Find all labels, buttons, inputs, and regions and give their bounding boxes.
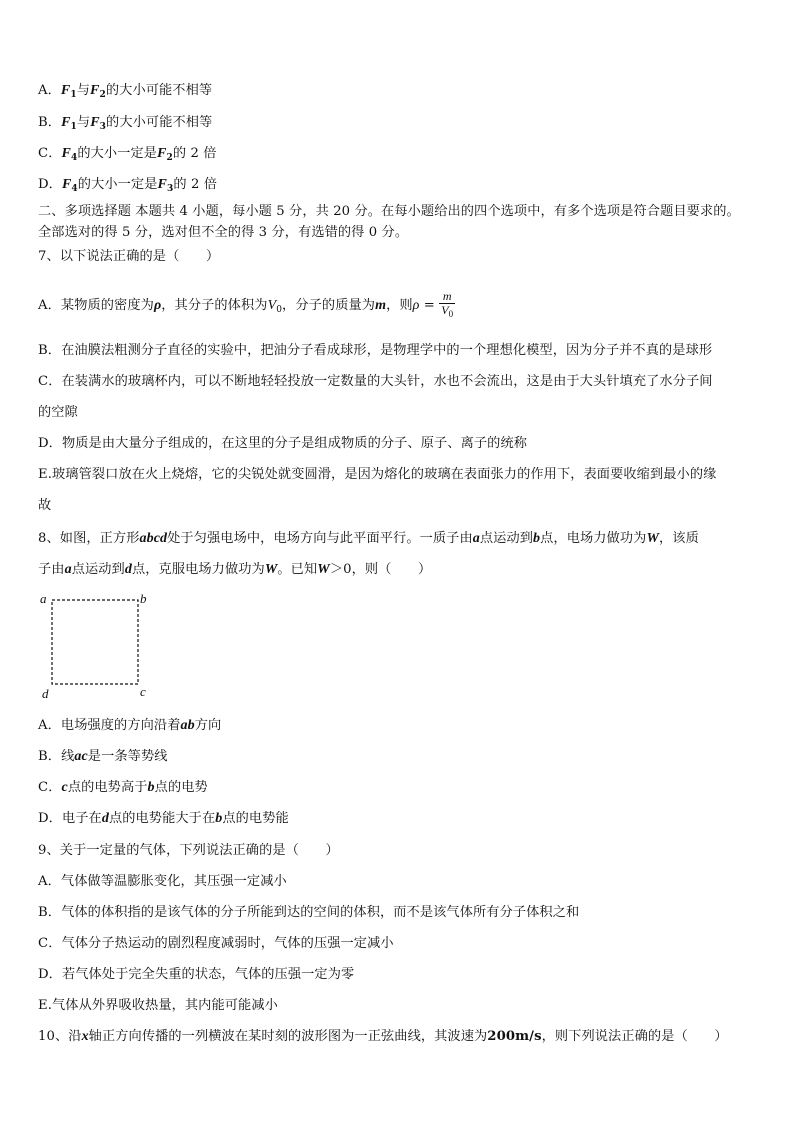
prev-option-a: A．$F_1$与$F_2$的大小可能不相等 <box>38 83 213 100</box>
q7-stem: 7、以下说法正确的是（ ） <box>38 249 220 264</box>
vertex-label-c: c <box>140 684 146 699</box>
square-abcd-figure <box>40 590 160 702</box>
q9-option-c: C．气体分子热运动的剧烈程度减弱时，气体的压强一定减小 <box>38 936 394 951</box>
density-fraction: $\frac{m}{V_0}$ <box>441 289 454 319</box>
q7-option-c-line1: C．在装满水的玻璃杯内，可以不断地轻轻投放一定数量的大头针，水也不会流出，这是由于大头针填充了水分子间 <box>38 374 713 389</box>
q10-stem: 10、沿x轴正方向传播的一列横波在某时刻的波形图为一正弦曲线，其波速为200m/s，则下列说法正确的是（ ） <box>38 1029 728 1044</box>
vertex-label-b: b <box>140 591 147 606</box>
prev-option-b: B．$F_1$与$F_3$的大小可能不相等 <box>38 115 213 132</box>
q9-option-b: B．气体的体积指的是该气体的分子所能到达的空间的体积，而不是该气体所有分子体积之和 <box>38 905 580 920</box>
q7-option-c-line2: 的空隙 <box>38 405 78 420</box>
vertex-label-a: a <box>40 591 47 606</box>
q7-option-e-line1: E.玻璃管裂口放在火上烧熔，它的尖锐处就变圆滑，是因为熔化的玻璃在表面张力的作用下，表面要收缩到最小的缘 <box>38 467 717 482</box>
q9-option-d: D．若气体处于完全失重的状态，气体的压强一定为零 <box>38 967 355 982</box>
section-header-line1: 二、多项选择题 本题共 4 小题，每小题 5 分，共 20 分。在每小题给出的四个选项中，有多个选项是符合题目要求的。 <box>38 204 740 219</box>
q8-option-a: A．电场强度的方向沿着ab方向 <box>38 718 222 733</box>
q9-option-e: E.气体从外界吸收热量，其内能可能减小 <box>38 998 278 1013</box>
q7-option-b: B．在油膜法粗测分子直径的实验中，把油分子看成球形，是物理学中的一个理想化模型，因为分子并不真的是球形 <box>38 343 713 358</box>
q8-option-c: C．c点的电势高于b点的电势 <box>38 780 208 795</box>
q9-stem: 9、关于一定量的气体，下列说法正确的是（ ） <box>38 843 339 858</box>
vertex-label-d: d <box>42 686 49 701</box>
q8-stem-line2: 子由a点运动到d点，克服电场力做功为W。已知W＞0，则（ ） <box>38 562 432 577</box>
q7-option-a: A．某物质的密度为ρ，其分子的体积为$V_0$，分子的质量为m，则ρ = $\frac{m}{V_0}$ <box>38 289 454 319</box>
prev-option-d: D．$F_4$的大小一定是$F_3$的 2 倍 <box>38 177 218 194</box>
section-header-line2: 全部选对的得 5 分，选对但不全的得 3 分，有选错的得 0 分。 <box>38 225 409 240</box>
q7-option-d: D．物质是由大量分子组成的，在这里的分子是组成物质的分子、原子、离子的统称 <box>38 436 528 451</box>
dashed-square <box>52 600 138 684</box>
q9-option-a: A．气体做等温膨胀变化，其压强一定减小 <box>38 874 287 889</box>
q8-option-d: D．电子在d点的电势能大于在b点的电势能 <box>38 811 289 826</box>
q7-option-e-line2: 故 <box>38 498 52 513</box>
q8-option-b: B．线ac是一条等势线 <box>38 749 168 764</box>
q8-stem-line1: 8、如图，正方形abcd处于匀强电场中，电场方向与此平面平行。一质子由a点运动到b点，电场力做功为W，该质 <box>38 531 699 546</box>
prev-option-c: C．$F_4$的大小一定是$F_2$的 2 倍 <box>38 146 217 163</box>
